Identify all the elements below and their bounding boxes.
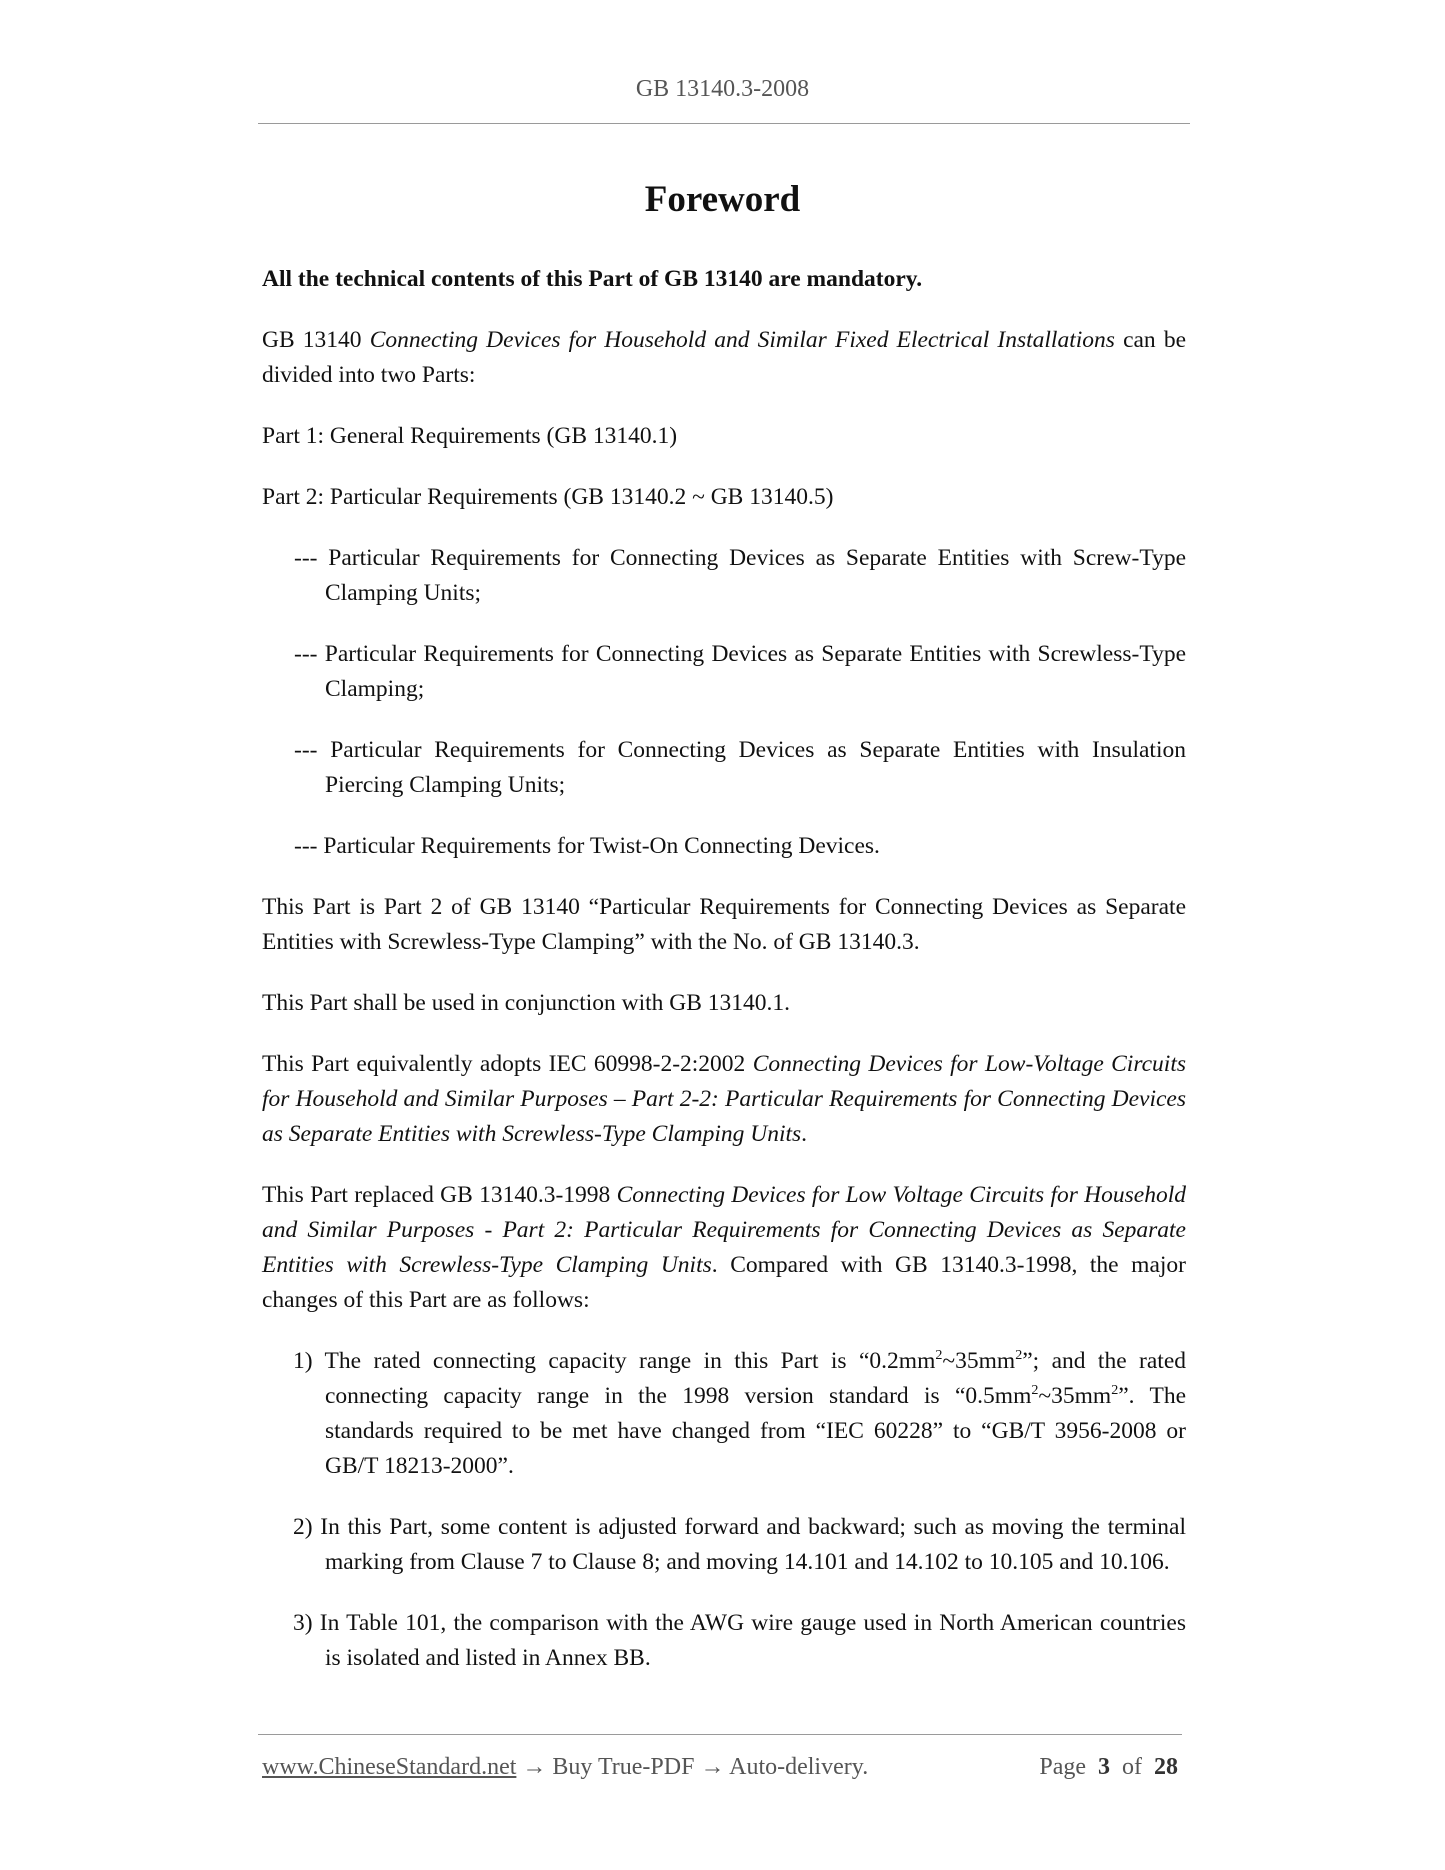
change-1-text-e: ”. The standards required to be met have changed from “IEC 60228” to “GB/T 3956-2008 or GB/T 18213-2000”. [325, 1383, 1186, 1479]
change-item-2: 2) In this Part, some content is adjusted forward and backward; such as moving the terminal marking from Clause 7 to Clause 8; and moving 14.101 and 14.102 to 10.105 and 10.106. [293, 1514, 1186, 1575]
adopts-paragraph [262, 1047, 1186, 1152]
change-1-text-c: ”; and the rated connecting capacity range in the 1998 version standard is “0.5mm [325, 1348, 1187, 1409]
change-item-3: 3) In Table 101, the comparison with the AWG wire gauge used in North American countries is isolated and listed in Annex BB. [293, 1610, 1186, 1671]
change-item-1 [262, 1344, 1186, 1484]
footer-promo-text: → Buy True-PDF → Auto-delivery. [516, 1754, 869, 1780]
footer-promo [262, 1754, 868, 1781]
superscript: 2 [1015, 1347, 1023, 1364]
page-title: Foreword [644, 179, 801, 220]
mandatory-note: All the technical contents of this Part of GB 13140 are mandatory. [262, 266, 923, 292]
change-1-text-d: ~35mm [1038, 1383, 1112, 1409]
page-total: 28 [1154, 1754, 1178, 1780]
replaced-suffix: . Compared with GB 13140.3-1998, the major changes of this Part are as follows: [262, 1252, 1186, 1313]
replaced-standard-title: Connecting Devices for Low Voltage Circuits for Household and Similar Purposes - Part 2: Particular Requirements for Connecting Devices as Separate Entities with Screwless-Type Clamping Units [262, 1182, 1186, 1278]
replaced-paragraph [262, 1178, 1186, 1318]
this-part-paragraph: This Part is Part 2 of GB 13140 “Particular Requirements for Connecting Devices as Separate Entities with Screwless-Type Clamping” with the No. of GB 13140.3. [262, 894, 1186, 955]
intro-standard-title: Connecting Devices for Household and Similar Fixed Electrical Installations [369, 327, 1115, 353]
intro-prefix: GB 13140 [262, 327, 370, 353]
superscript: 2 [935, 1347, 943, 1364]
page-indicator [1039, 1754, 1178, 1781]
header-title: GB 13140.3-2008 [635, 76, 810, 102]
part-2: Part 2: Particular Requirements (GB 13140.2 ~ GB 13140.5) [262, 484, 834, 510]
change-1-text-b: ~35mm [942, 1348, 1016, 1374]
adopts-standard-title: Connecting Devices for Low-Voltage Circuits for Household and Similar Purposes – Part 2-2: Particular Requirements for Connecting Devices as Separate Entities with Screwless-Type Clamping Units [262, 1051, 1186, 1147]
footer-divider [258, 1734, 1182, 1735]
superscript: 2 [1031, 1382, 1039, 1399]
document-body [262, 262, 1186, 1702]
sub-part-screwless-type: --- Particular Requirements for Connecting Devices as Separate Entities with Screwless-Type Clamping; [294, 641, 1186, 702]
header-divider [258, 123, 1190, 124]
conjunction-paragraph: This Part shall be used in conjunction with GB 13140.1. [262, 990, 791, 1016]
page-label: Page [1039, 1754, 1086, 1780]
sub-part-screw-type: --- Particular Requirements for Connecting Devices as Separate Entities with Screw-Type Clamping Units; [294, 545, 1186, 606]
sub-part-twist-on: --- Particular Requirements for Twist-On Connecting Devices. [294, 833, 880, 859]
change-1-text-a: 1) The rated connecting capacity range in this Part is “0.2mm [293, 1348, 936, 1374]
sub-part-insulation-piercing: --- Particular Requirements for Connecting Devices as Separate Entities with Insulation Piercing Clamping Units; [294, 737, 1186, 798]
website-link[interactable]: www.ChineseStandard.net [262, 1754, 517, 1780]
part-1: Part 1: General Requirements (GB 13140.1) [262, 423, 678, 449]
adopts-suffix: . [801, 1121, 808, 1147]
page-number: 3 [1098, 1754, 1110, 1780]
superscript: 2 [1111, 1382, 1119, 1399]
intro-suffix: can be divided into two Parts: [262, 327, 1186, 388]
replaced-prefix: This Part replaced GB 13140.3-1998 [262, 1182, 617, 1208]
intro-paragraph [262, 323, 1186, 393]
of-label: of [1122, 1754, 1142, 1780]
adopts-prefix: This Part equivalently adopts IEC 60998-2-2:2002 [262, 1051, 753, 1077]
